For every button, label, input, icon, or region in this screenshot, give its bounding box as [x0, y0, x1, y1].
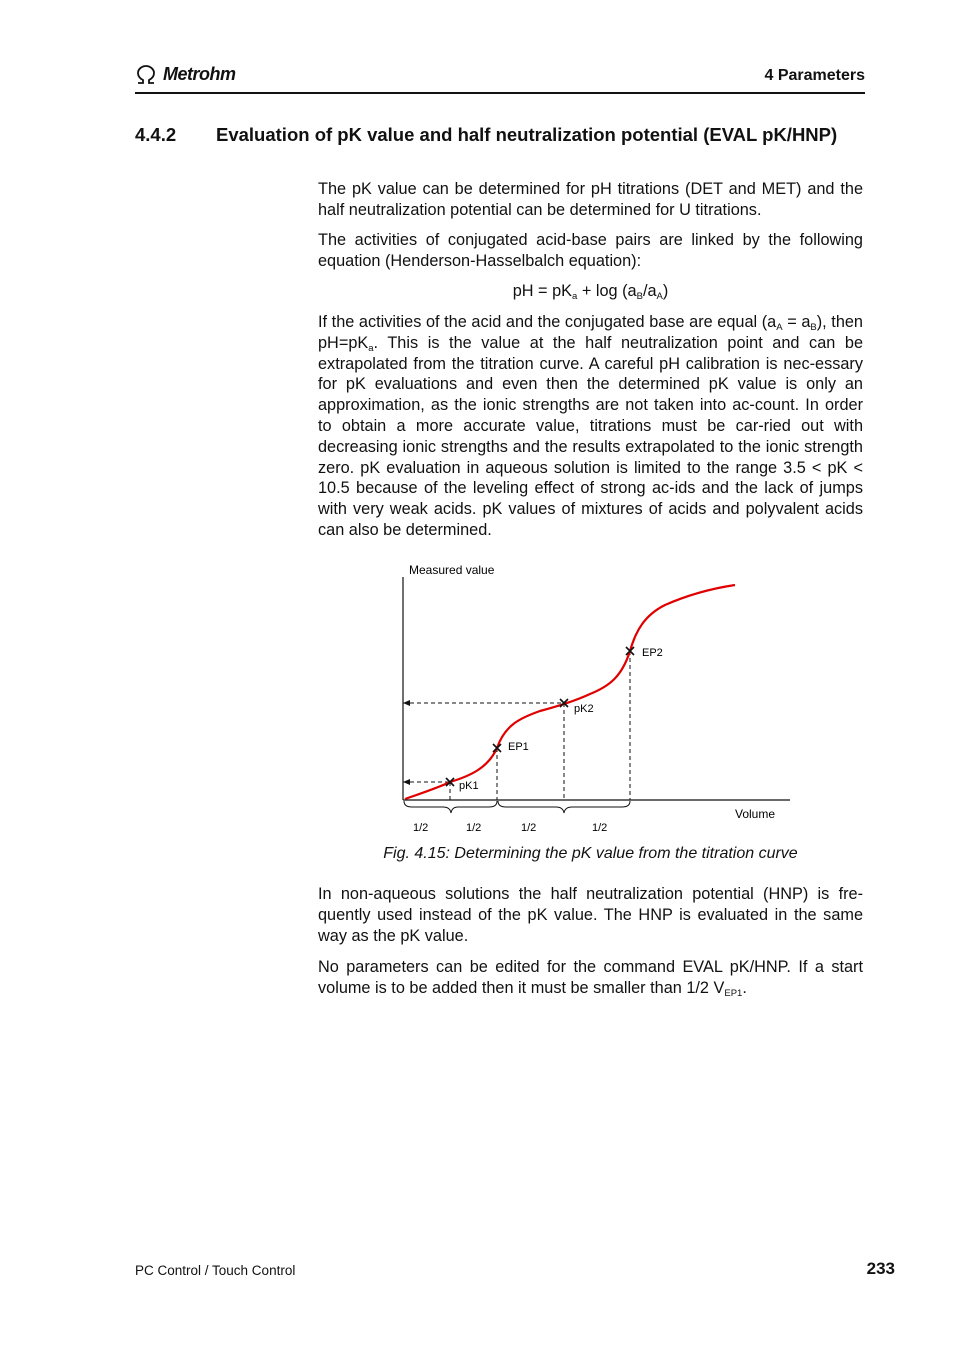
figure-caption: Fig. 4.15: Determining the pK value from the titration curve	[383, 845, 798, 862]
half-label-2: 1/2	[466, 822, 482, 834]
p3-sub2: B	[810, 322, 817, 333]
pk2-marker	[560, 699, 568, 707]
chapter-title: 4 Parameters	[764, 67, 865, 84]
ep1-marker	[493, 744, 501, 752]
equation-mid: + log (a	[577, 282, 637, 300]
y-axis-label: Measured value	[409, 563, 495, 577]
ep2-marker	[626, 647, 634, 655]
p5-end: .	[742, 978, 747, 997]
brand-logo	[135, 64, 236, 85]
half-label-1: 1/2	[413, 822, 429, 834]
henderson-hasselbalch-equation	[318, 282, 863, 301]
p5-sub: EP1	[724, 987, 743, 999]
paragraph-3	[318, 312, 863, 541]
ep2-label: EP2	[642, 647, 663, 659]
p3-sub1: A	[776, 322, 783, 333]
brand-name: Metrohm	[163, 64, 236, 84]
equation-sub-b: B	[636, 291, 643, 302]
paragraph-hnp	[318, 884, 863, 946]
pk2-label: pK2	[574, 703, 594, 715]
paragraph-pk-explanation	[318, 312, 863, 541]
p3-rest: . This is the value at the half neutralization point and can be extrapolated from the titration curve. A careful pH calibration is nec-essary for pK evaluations and even then the determined pK value is only an approximation, as the ionic strengths are not taken into ac-count. In order to obtain a more accurate value, titrations must be car-ried out with decreasing ionic strengths and the results extrapolated to the ionic strength zero. pK evaluation in aqueous solution is limited to the range 3.5 < pK < 10.5 because of the leveling effect of strong ac-ids and the lack of jumps with very weak acids. pK values of mixtures of acids and polyvalent acids can also be determined.	[318, 333, 863, 539]
equation-end: )	[662, 282, 669, 300]
brace-second	[498, 801, 630, 813]
pk2-arrowhead	[403, 700, 410, 706]
pk1-marker	[446, 778, 454, 786]
paragraph-equation-intro	[318, 230, 863, 272]
p3-start: If the activities of the acid and the conjugated base are equal (a	[318, 313, 777, 331]
p3-mid: ), then pH=pK	[318, 313, 863, 352]
p5-start: No parameters can be edited for the command EVAL pK/HNP. If a start volume is to be added then it must be smaller than 1/2 V	[318, 958, 863, 997]
p3-eq: = a	[782, 313, 811, 331]
paragraph-1: The pK value can be determined for pH titrations (DET and MET) and the half neutralization potential can be determined for U titrations.	[318, 180, 863, 219]
markers	[446, 647, 634, 786]
paragraph-2: The activities of conjugated acid-base pairs are linked by the following equation (Henderson-Hasselbalch equation):	[318, 231, 863, 270]
equation-sub-a2: A	[656, 291, 663, 302]
equation-lhs: pH = pK	[512, 282, 572, 300]
paragraph-4: In non-aqueous solutions the half neutralization potential (HNP) is fre-quently used instead of the pK value. The HNP is evaluated in the same way as the pK value.	[318, 885, 863, 945]
paragraph-parameters	[318, 957, 863, 999]
page-header	[135, 62, 865, 94]
paragraph-5	[318, 957, 863, 999]
ep1-label: EP1	[508, 741, 529, 753]
half-braces	[404, 801, 630, 813]
x-axis-label: Volume	[735, 807, 776, 821]
half-label-3: 1/2	[521, 822, 537, 834]
half-label-4: 1/2	[592, 822, 608, 834]
pk1-label: pK1	[459, 780, 479, 792]
section-title: Evaluation of pK value and half neutralization potential (EVAL pK/HNP)	[216, 124, 838, 145]
section-number: 4.4.2	[135, 124, 177, 145]
brace-first	[404, 801, 497, 813]
equation-slash: /a	[642, 282, 657, 300]
paragraph-intro	[318, 179, 863, 221]
titration-curve	[405, 585, 735, 799]
p3-sub3: a	[368, 342, 374, 354]
page-number: 233	[866, 1259, 895, 1278]
pk1-arrowhead	[403, 779, 410, 785]
equation-sub-a: a	[572, 291, 578, 302]
omega-icon	[135, 65, 157, 85]
guide-lines	[403, 651, 630, 800]
footer-product: PC Control / Touch Control	[135, 1263, 296, 1278]
